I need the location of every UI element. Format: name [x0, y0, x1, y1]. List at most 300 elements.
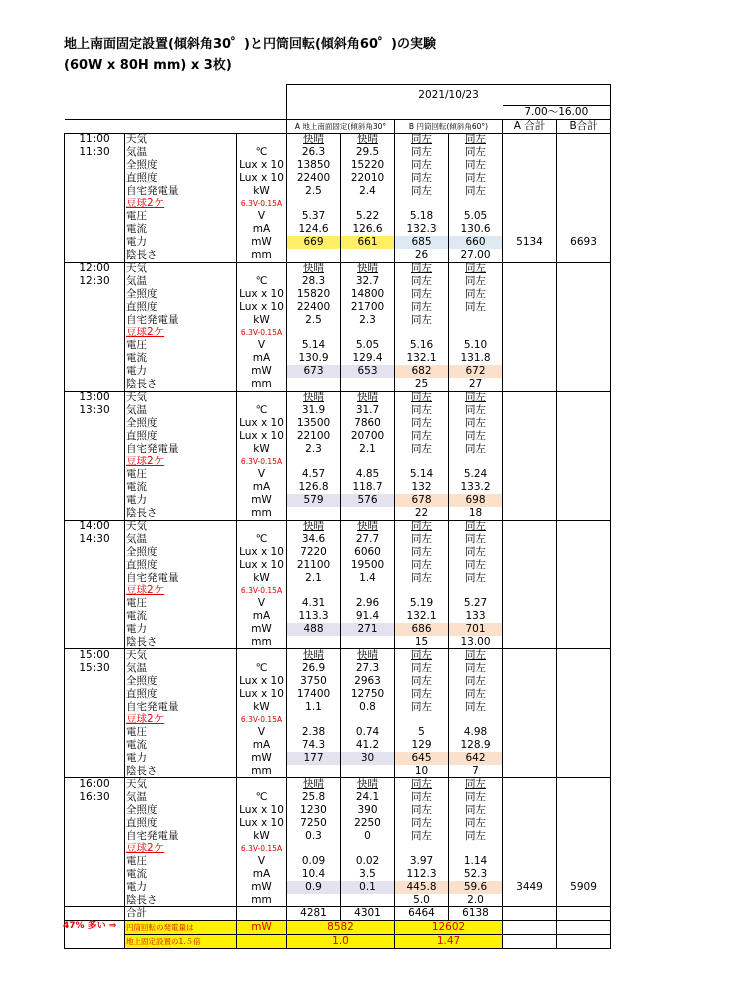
value-cell: 22400 [287, 301, 341, 314]
total-a-cell [503, 636, 557, 649]
time-cell [65, 726, 125, 739]
data-row [65, 185, 611, 198]
total-b-cell [557, 597, 611, 610]
unit-cell: 6.3V-0.15A [237, 198, 287, 211]
time-cell: 13:00 [65, 391, 125, 404]
value-cell [287, 249, 341, 262]
value-cell: 快晴 [341, 649, 395, 662]
row-label: 陰長さ [125, 507, 237, 520]
value-cell: 118.7 [341, 481, 395, 494]
value-cell: 5.0 [395, 894, 449, 907]
summary-label-1: 円筒回転の発電量は [125, 921, 237, 935]
value-cell: 0.02 [341, 855, 395, 868]
row-label: 直照度 [125, 172, 237, 185]
value-cell: 12750 [341, 688, 395, 701]
row-label: 天気 [125, 391, 237, 404]
value-cell: 30 [341, 752, 395, 765]
summary-empty [557, 935, 611, 949]
summary-b-ratio: 1.47 [395, 935, 503, 949]
data-row [65, 417, 611, 430]
data-row [65, 172, 611, 185]
time-cell: 16:00 [65, 778, 125, 791]
value-cell: 5.37 [287, 210, 341, 223]
time-cell [65, 159, 125, 172]
total-b-cell [557, 249, 611, 262]
data-row [65, 739, 611, 752]
time-cell [65, 881, 125, 894]
data-row [65, 817, 611, 830]
value-cell: 同左 [395, 185, 449, 198]
data-row [65, 584, 611, 597]
total-b-cell [557, 868, 611, 881]
total-value: 4281 [287, 907, 341, 921]
unit-cell: kW [237, 443, 287, 456]
value-cell: 21700 [341, 301, 395, 314]
time-cell: 12:00 [65, 262, 125, 275]
total-a-cell [503, 739, 557, 752]
unit-cell: Lux x 10 [237, 804, 287, 817]
row-label: 陰長さ [125, 894, 237, 907]
value-cell: 同左 [395, 778, 449, 791]
total-b-cell [557, 584, 611, 597]
value-cell: 27 [449, 378, 503, 391]
data-row [65, 507, 611, 520]
unit-cell: 6.3V-0.15A [237, 713, 287, 726]
row-label: 直照度 [125, 301, 237, 314]
unit-cell: ℃ [237, 404, 287, 417]
total-b-cell [557, 675, 611, 688]
value-cell: 同左 [449, 172, 503, 185]
value-cell: 同左 [395, 443, 449, 456]
time-cell [65, 185, 125, 198]
total-b-cell [557, 494, 611, 507]
value-cell [449, 713, 503, 726]
data-row [65, 713, 611, 726]
data-row [65, 262, 611, 275]
unit-cell: ℃ [237, 275, 287, 288]
value-cell: 同左 [449, 275, 503, 288]
total-b-header: B合計 [557, 119, 611, 133]
unit-cell: mW [237, 365, 287, 378]
value-cell: 5.10 [449, 339, 503, 352]
time-cell [65, 365, 125, 378]
row-label: 電圧 [125, 210, 237, 223]
data-row [65, 391, 611, 404]
unit-cell: mA [237, 739, 287, 752]
value-cell: 同左 [395, 520, 449, 533]
value-cell [341, 584, 395, 597]
total-b-cell [557, 533, 611, 546]
total-b-cell [557, 159, 611, 172]
row-label: 陰長さ [125, 249, 237, 262]
total-b-cell [557, 791, 611, 804]
value-cell: 1.1 [287, 701, 341, 714]
summary-empty [557, 921, 611, 935]
time-cell [65, 468, 125, 481]
summary-empty [503, 935, 557, 949]
total-b-cell [557, 610, 611, 623]
unit-cell: Lux x 10 [237, 288, 287, 301]
data-row [65, 249, 611, 262]
total-a-cell [503, 481, 557, 494]
value-cell: 14800 [341, 288, 395, 301]
value-cell [449, 327, 503, 340]
total-a-cell [503, 275, 557, 288]
unit-cell: Lux x 10 [237, 675, 287, 688]
value-cell [341, 842, 395, 855]
value-cell [341, 713, 395, 726]
value-cell: 2.4 [341, 185, 395, 198]
value-cell: 同左 [395, 546, 449, 559]
value-cell: 132.1 [395, 610, 449, 623]
data-row [65, 688, 611, 701]
value-cell: 6060 [341, 546, 395, 559]
value-cell: 同左 [395, 262, 449, 275]
value-cell: 27.3 [341, 662, 395, 675]
value-cell: 同左 [449, 443, 503, 456]
time-cell [65, 288, 125, 301]
time-cell [65, 443, 125, 456]
row-label: 気温 [125, 275, 237, 288]
value-cell: 685 [395, 236, 449, 249]
col-a-header: A 地上南面固定(傾斜角30° [287, 119, 395, 133]
header-spacer [65, 119, 125, 133]
value-cell: 3.5 [341, 868, 395, 881]
value-cell [287, 713, 341, 726]
row-label: 全照度 [125, 675, 237, 688]
value-cell: 同左 [449, 649, 503, 662]
total-value: 4301 [341, 907, 395, 921]
time-cell [65, 223, 125, 236]
total-a-cell [503, 868, 557, 881]
unit-cell: mW [237, 236, 287, 249]
data-row [65, 430, 611, 443]
row-label: 直照度 [125, 430, 237, 443]
value-cell: 15820 [287, 288, 341, 301]
row-label: 全照度 [125, 546, 237, 559]
value-cell: 快晴 [287, 262, 341, 275]
total-a-cell [503, 223, 557, 236]
unit-cell: 6.3V-0.15A [237, 327, 287, 340]
total-b-cell [557, 210, 611, 223]
value-cell: 快晴 [287, 778, 341, 791]
row-label: 豆球2ケ [125, 713, 237, 726]
unit-cell: mW [237, 881, 287, 894]
value-cell: 4.57 [287, 468, 341, 481]
total-a-cell: 3449 [503, 881, 557, 894]
total-a-cell [503, 649, 557, 662]
header-spacer [125, 119, 237, 133]
data-row [65, 752, 611, 765]
value-cell: 15220 [341, 159, 395, 172]
unit-cell: mm [237, 507, 287, 520]
value-cell: 同左 [449, 662, 503, 675]
row-label: 天気 [125, 262, 237, 275]
time-cell [65, 701, 125, 714]
value-cell [287, 456, 341, 469]
unit-cell: ℃ [237, 146, 287, 159]
data-row [65, 675, 611, 688]
unit-cell: 6.3V-0.15A [237, 584, 287, 597]
total-a-cell [503, 185, 557, 198]
value-cell: 133 [449, 610, 503, 623]
total-a-cell [503, 610, 557, 623]
total-b-cell [557, 559, 611, 572]
value-cell: 同左 [395, 301, 449, 314]
unit-cell: ℃ [237, 533, 287, 546]
value-cell: 28.3 [287, 275, 341, 288]
value-cell: 13.00 [449, 636, 503, 649]
value-cell: 快晴 [341, 391, 395, 404]
unit-cell: mm [237, 765, 287, 778]
total-a-cell [503, 417, 557, 430]
data-row [65, 855, 611, 868]
total-a-cell [503, 146, 557, 159]
data-row [65, 610, 611, 623]
value-cell [449, 314, 503, 327]
value-cell [449, 456, 503, 469]
total-a-cell [503, 584, 557, 597]
data-row [65, 649, 611, 662]
value-cell [341, 198, 395, 211]
time-cell [65, 546, 125, 559]
total-b-cell [557, 391, 611, 404]
row-label: 天気 [125, 520, 237, 533]
time-cell [65, 855, 125, 868]
data-row [65, 339, 611, 352]
value-cell: 698 [449, 494, 503, 507]
value-cell: 5.24 [449, 468, 503, 481]
total-a-cell [503, 198, 557, 211]
value-cell: 同左 [449, 430, 503, 443]
value-cell: 488 [287, 623, 341, 636]
total-b-cell [557, 339, 611, 352]
value-cell: 31.7 [341, 404, 395, 417]
time-cell [65, 198, 125, 211]
unit-cell: kW [237, 572, 287, 585]
row-label: 陰長さ [125, 765, 237, 778]
data-row [65, 365, 611, 378]
total-b-cell [557, 636, 611, 649]
unit-cell: Lux x 10 [237, 688, 287, 701]
data-row [65, 494, 611, 507]
total-a-cell [503, 662, 557, 675]
row-label: 電圧 [125, 726, 237, 739]
value-cell [395, 713, 449, 726]
row-label: 豆球2ケ [125, 327, 237, 340]
value-cell: 701 [449, 623, 503, 636]
total-b-cell [557, 262, 611, 275]
value-cell: 26 [395, 249, 449, 262]
value-cell: 10 [395, 765, 449, 778]
total-a-cell [503, 133, 557, 146]
value-cell: 576 [341, 494, 395, 507]
value-cell: 645 [395, 752, 449, 765]
total-b-cell [557, 146, 611, 159]
total-b-cell [557, 275, 611, 288]
total-b-cell [557, 830, 611, 843]
total-b-cell [557, 726, 611, 739]
total-b-cell [557, 172, 611, 185]
row-label: 全照度 [125, 804, 237, 817]
value-cell: 同左 [449, 262, 503, 275]
unit-cell: Lux x 10 [237, 546, 287, 559]
value-cell [287, 507, 341, 520]
data-row [65, 404, 611, 417]
data-row [65, 559, 611, 572]
row-label: 気温 [125, 791, 237, 804]
row-label: 全照度 [125, 288, 237, 301]
value-cell [341, 765, 395, 778]
header-spacer [237, 119, 287, 133]
row-label: 自宅発電量 [125, 701, 237, 714]
total-b-cell [557, 404, 611, 417]
row-label: 気温 [125, 404, 237, 417]
row-label: 自宅発電量 [125, 572, 237, 585]
unit-cell: kW [237, 185, 287, 198]
time-cell [65, 572, 125, 585]
total-b-cell [557, 327, 611, 340]
value-cell [341, 327, 395, 340]
value-cell: 132.3 [395, 223, 449, 236]
time-cell: 12:30 [65, 275, 125, 288]
value-cell [287, 842, 341, 855]
time-cell [65, 636, 125, 649]
total-b-cell [557, 288, 611, 301]
value-cell: 27.00 [449, 249, 503, 262]
value-cell: 34.6 [287, 533, 341, 546]
value-cell: 131.8 [449, 352, 503, 365]
total-b-cell [557, 198, 611, 211]
time-cell [65, 830, 125, 843]
data-row [65, 314, 611, 327]
data-row [65, 133, 611, 146]
value-cell: 2.38 [287, 726, 341, 739]
data-row [65, 159, 611, 172]
time-cell [65, 894, 125, 907]
row-label: 自宅発電量 [125, 314, 237, 327]
time-cell [65, 584, 125, 597]
value-cell: 5.19 [395, 597, 449, 610]
total-a-cell [503, 210, 557, 223]
value-cell: 同左 [449, 830, 503, 843]
value-cell: 同左 [449, 546, 503, 559]
row-label: 全照度 [125, 159, 237, 172]
value-cell [449, 584, 503, 597]
time-cell [65, 378, 125, 391]
unit-cell: ℃ [237, 791, 287, 804]
row-label: 陰長さ [125, 636, 237, 649]
total-a-cell [503, 907, 557, 921]
total-a-cell [503, 791, 557, 804]
time-cell [65, 236, 125, 249]
total-b-cell [557, 623, 611, 636]
row-label: 豆球2ケ [125, 456, 237, 469]
value-cell: 同左 [449, 817, 503, 830]
summary-spacer [65, 935, 125, 949]
value-cell: 同左 [395, 559, 449, 572]
row-label: 電圧 [125, 597, 237, 610]
time-cell [65, 430, 125, 443]
time-cell [65, 249, 125, 262]
value-cell: 5.05 [341, 339, 395, 352]
data-row [65, 842, 611, 855]
value-cell: 0.09 [287, 855, 341, 868]
time-cell [65, 210, 125, 223]
value-cell: 同左 [449, 559, 503, 572]
value-cell: 同左 [395, 275, 449, 288]
row-label: 電圧 [125, 855, 237, 868]
summary-row-2 [65, 935, 611, 949]
value-cell: 390 [341, 804, 395, 817]
unit-cell: V [237, 597, 287, 610]
value-cell [287, 765, 341, 778]
time-cell [65, 610, 125, 623]
value-cell: 678 [395, 494, 449, 507]
summary-annotation: 47% 多い ⇒ [63, 921, 117, 931]
row-label: 電力 [125, 881, 237, 894]
value-cell: 132 [395, 481, 449, 494]
unit-cell [237, 133, 287, 146]
row-label: 電力 [125, 365, 237, 378]
data-row [65, 791, 611, 804]
total-a-cell [503, 804, 557, 817]
time-cell [65, 623, 125, 636]
value-cell: 同左 [449, 146, 503, 159]
time-cell: 11:30 [65, 146, 125, 159]
total-b-cell [557, 739, 611, 752]
value-cell: 32.7 [341, 275, 395, 288]
value-cell: 快晴 [287, 391, 341, 404]
total-value: 6138 [449, 907, 503, 921]
value-cell: 271 [341, 623, 395, 636]
header-blank [65, 85, 287, 120]
value-cell: 同左 [449, 804, 503, 817]
row-label: 電力 [125, 494, 237, 507]
value-cell: 同左 [449, 520, 503, 533]
value-cell: 同左 [395, 817, 449, 830]
data-row [65, 210, 611, 223]
value-cell [395, 584, 449, 597]
value-cell: 5.18 [395, 210, 449, 223]
total-b-cell [557, 481, 611, 494]
total-a-cell [503, 468, 557, 481]
value-cell: 132.1 [395, 352, 449, 365]
total-a-cell [503, 327, 557, 340]
value-cell [341, 894, 395, 907]
total-b-cell [557, 352, 611, 365]
value-cell: 29.5 [341, 146, 395, 159]
value-cell: 同左 [449, 288, 503, 301]
unit-cell: kW [237, 314, 287, 327]
value-cell [395, 842, 449, 855]
unit-cell [237, 907, 287, 921]
row-label: 自宅発電量 [125, 443, 237, 456]
value-cell: 同左 [449, 133, 503, 146]
value-cell: 同左 [395, 675, 449, 688]
total-value: 6464 [395, 907, 449, 921]
row-label: 気温 [125, 146, 237, 159]
data-row [65, 146, 611, 159]
time-cell [65, 597, 125, 610]
value-cell: 26.9 [287, 662, 341, 675]
value-cell: 1230 [287, 804, 341, 817]
value-cell: 129.4 [341, 352, 395, 365]
data-row [65, 662, 611, 675]
data-row [65, 830, 611, 843]
total-b-cell [557, 520, 611, 533]
total-a-cell [503, 430, 557, 443]
